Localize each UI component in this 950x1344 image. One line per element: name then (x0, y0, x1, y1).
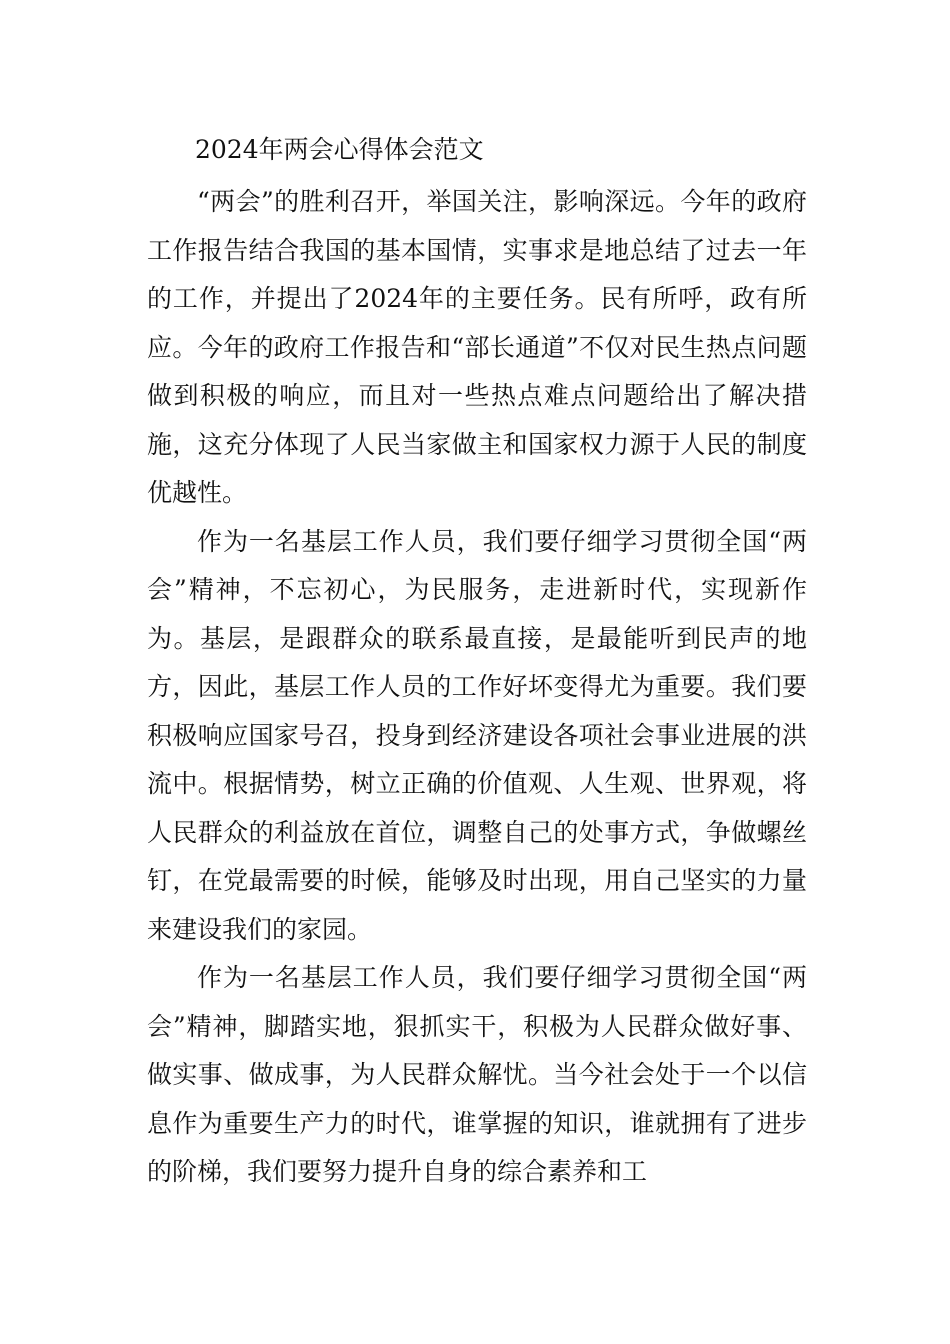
paragraph-2: 作为一名基层工作人员，我们要仔细学习贯彻全国“两会”精神，不忘初心，为民服务，走进新时代，实现新作为。基层，是跟群众的联系最直接，是最能听到民声的地方，因此，基层工作人员的工作好坏变得尤为重要。我们要积极响应国家号召，投身到经济建设各项社会事业进展的洪流中。根据情势，树立正确的价值观、人生观、世界观，将人民群众的利益放在首位，调整自己的处事方式，争做螺丝钉，在党最需要的时候，能够及时出现，用自己坚实的力量来建设我们的家园。 (147, 526, 807, 944)
document-body (147, 178, 807, 1197)
paragraph-3: 作为一名基层工作人员，我们要仔细学习贯彻全国“两会”精神，脚踏实地，狠抓实干，积极为人民群众做好事、做实事、做成事，为人民群众解忧。当今社会处于一个以信息作为重要生产力的时代，谁掌握的知识，谁就拥有了进步的阶梯，我们要努力提升自身的综合素养和工 (147, 963, 807, 1186)
document-title: 2024年两会心得体会范文 (195, 135, 484, 164)
paragraph-1: “两会”的胜利召开，举国关注，影响深远。今年的政府工作报告结合我国的基本国情，实事求是地总结了过去一年的工作，并提出了2024年的主要任务。民有所呼，政有所应。今年的政府工作报告和“部长通道”不仅对民生热点问题做到积极的响应，而且对一些热点难点问题给出了解决措施，这充分体现了人民当家做主和国家权力源于人民的制度优越性。 (147, 187, 807, 507)
